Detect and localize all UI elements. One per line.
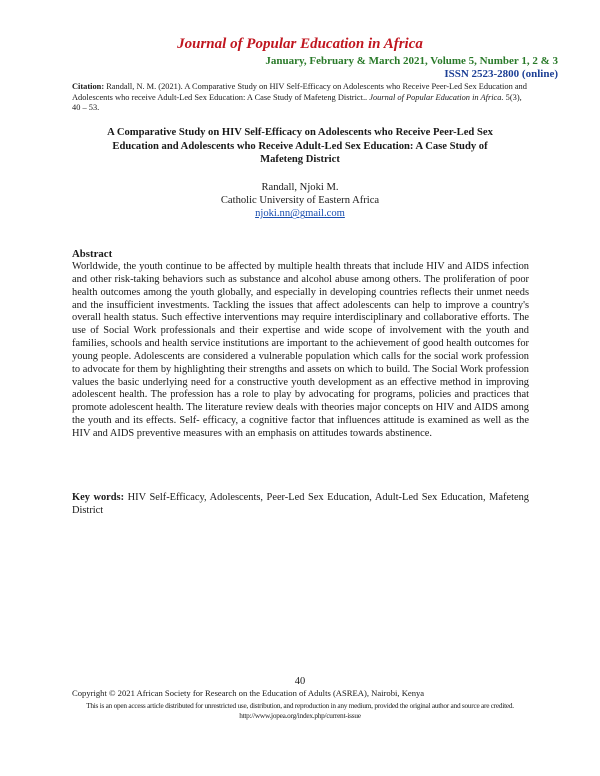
author-affiliation: Catholic University of Eastern Africa	[220, 195, 380, 207]
journal-title: Journal of Popular Education in Africa	[177, 36, 423, 52]
issue-line: January, February & March 2021, Volume 5, Number 1, 2 & 3	[265, 55, 558, 67]
citation-pages: 5(3), 40 – 53.	[72, 92, 522, 112]
page-number: 40	[294, 676, 306, 687]
citation-text: Randall, N. M. (2021). A Comparative Study on HIV Self-Efficacy on Adolescents who Receive Peer-Led Sex Education and Adolescents who receive Adult-Led Sex Education: A Case Study of Mafeteng District..	[72, 82, 527, 102]
license-notice: This is an open access article distributed for unrestricted use, distribution, and reproduction in any medium, provided the original author and source are credited. http://www.jopea.org/index.php/current-issue	[86, 701, 514, 720]
citation-journal: Journal of Popular Education in Africa.	[369, 92, 504, 102]
citation-label: Citation:	[72, 82, 105, 91]
issn-line: ISSN 2523-2800 (online)	[444, 68, 558, 80]
abstract-body: Worldwide, the youth continue to be affected by multiple health threats that include HIV and AIDS infection and other risk-taking behaviors such as substance and alcohol abuse among others. The proliferation of poor health outcomes among the youth globally, and especially in developing countries reflects their unmet needs and the insufficient investments. Tackling the issues that affect adolescents can help to improve a country's overall health status. Such effective interventions may require interdisciplinary and collaborative efforts. The use of Social Work professionals and their expertise and wide scope of involvement with the youth and families, schools and health service institutions are important to the achievement of good health outcomes for young people. Adolescents are considered a vulnerable population which calls for the social work profession to advocate for them by highlighting their strengths and assets on which to build. The Social Work profession values the basic underlying need for a constructive youth development as an effective method in improving adolescent health. The profession has a role to play by advocating for programs, policies and practices that promote adolescent health. The literature review deals with theories major concepts on HIV and AIDS among the youth and its effects. Self- efficacy, a cognitive factor that influences attitude is examined as well as the HIV and AIDS preventive measures with an emphasis on attitudes towards abstinence.	[72, 261, 529, 439]
author-name: Randall, Njoki M.	[261, 182, 339, 193]
keywords-text: HIV Self-Efficacy, Adolescents, Peer-Led Sex Education, Adult-Led Sex Education, Mafeteng District	[72, 492, 529, 516]
copyright-notice: Copyright © 2021 African Society for Research on the Education of Adults (ASREA), Nairobi, Kenya	[72, 688, 425, 698]
paper-title: A Comparative Study on HIV Self-Efficacy on Adolescents who Receive Peer-Led Sex Education and Adolescents who Receive Adult-Led Sex Education: A Case Study of Mafeteng District	[107, 127, 493, 166]
author-block	[0, 181, 600, 221]
author-email-link[interactable]: njoki.nn@gmail.com	[255, 208, 345, 220]
keywords	[72, 492, 529, 518]
abstract-heading: Abstract	[72, 248, 113, 260]
keywords-label: Key words:	[72, 492, 125, 503]
citation	[72, 82, 532, 114]
